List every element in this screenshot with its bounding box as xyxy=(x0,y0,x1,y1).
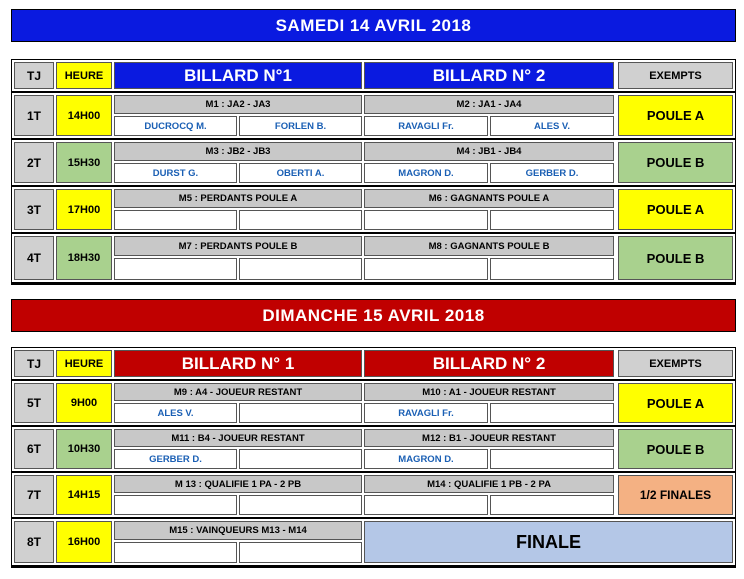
exempt-cell: POULE A xyxy=(618,95,733,136)
tj-cell: 6T xyxy=(14,429,54,469)
match-label: M8 : GAGNANTS POULE B xyxy=(364,236,614,256)
player-cell xyxy=(114,258,237,280)
finale-cell: FINALE xyxy=(364,521,733,563)
player-cell xyxy=(490,403,614,423)
match-label: M4 : JB1 - JB4 xyxy=(364,142,614,161)
heure-header: HEURE xyxy=(56,62,112,89)
tj-cell: 2T xyxy=(14,142,54,183)
heure-cell: 15H30 xyxy=(56,142,112,183)
match-label: M2 : JA1 - JA4 xyxy=(364,95,614,114)
heure-cell: 18H30 xyxy=(56,236,112,280)
player-cell xyxy=(114,542,237,563)
heure-cell: 9H00 xyxy=(56,383,112,423)
exempts-header: EXEMPTS xyxy=(618,62,733,89)
tj-cell: 4T xyxy=(14,236,54,280)
table-row xyxy=(12,381,735,425)
table-row xyxy=(12,473,735,517)
player-cell: ALES V. xyxy=(490,116,614,136)
player-cell xyxy=(364,210,488,230)
exempt-cell: POULE B xyxy=(618,142,733,183)
heure-cell: 14H15 xyxy=(56,475,112,515)
match-label: M3 : JB2 - JB3 xyxy=(114,142,362,161)
tj-cell: 3T xyxy=(14,189,54,230)
heure-cell: 16H00 xyxy=(56,521,112,563)
billard2-header: BILLARD N° 2 xyxy=(364,350,614,377)
player-cell: MAGRON D. xyxy=(364,163,488,183)
player-cell xyxy=(239,495,362,515)
player-cell: GERBER D. xyxy=(114,449,237,469)
match-label: M14 : QUALIFIE 1 PB - 2 PA xyxy=(364,475,614,493)
exempt-cell: POULE A xyxy=(618,383,733,423)
player-cell xyxy=(490,210,614,230)
heure-cell: 10H30 xyxy=(56,429,112,469)
tj-cell: 7T xyxy=(14,475,54,515)
day2-schedule-table xyxy=(11,347,736,568)
match-label: M1 : JA2 - JA3 xyxy=(114,95,362,114)
table-header-row xyxy=(12,348,735,379)
day1-banner: SAMEDI 14 AVRIL 2018 xyxy=(11,9,736,42)
player-cell: DUCROCQ M. xyxy=(114,116,237,136)
player-cell xyxy=(490,449,614,469)
tj-header: TJ xyxy=(14,350,54,377)
player-cell xyxy=(239,258,362,280)
match-label: M15 : VAINQUEURS M13 - M14 xyxy=(114,521,362,540)
tj-cell: 8T xyxy=(14,521,54,563)
match-label: M11 : B4 - JOUEUR RESTANT xyxy=(114,429,362,447)
exempt-cell: POULE B xyxy=(618,236,733,280)
match-label: M7 : PERDANTS POULE B xyxy=(114,236,362,256)
player-cell xyxy=(114,210,237,230)
table-row xyxy=(12,234,735,282)
exempt-cell: 1/2 FINALES xyxy=(618,475,733,515)
exempts-header: EXEMPTS xyxy=(618,350,733,377)
table-header-row xyxy=(12,60,735,91)
player-cell xyxy=(239,403,362,423)
tj-header: TJ xyxy=(14,62,54,89)
tj-cell: 5T xyxy=(14,383,54,423)
player-cell: RAVAGLI Fr. xyxy=(364,403,488,423)
match-label: M 13 : QUALIFIE 1 PA - 2 PB xyxy=(114,475,362,493)
player-cell xyxy=(239,449,362,469)
table-row xyxy=(12,519,735,565)
day1-schedule-table xyxy=(11,59,736,285)
player-cell: ALES V. xyxy=(114,403,237,423)
billard1-header: BILLARD N° 1 xyxy=(114,350,362,377)
match-label: M6 : GAGNANTS POULE A xyxy=(364,189,614,208)
table-row xyxy=(12,427,735,471)
heure-header: HEURE xyxy=(56,350,112,377)
player-cell: FORLEN B. xyxy=(239,116,362,136)
player-cell xyxy=(239,210,362,230)
player-cell: MAGRON D. xyxy=(364,449,488,469)
match-label: M9 : A4 - JOUEUR RESTANT xyxy=(114,383,362,401)
player-cell xyxy=(364,258,488,280)
billard2-header: BILLARD N° 2 xyxy=(364,62,614,89)
player-cell xyxy=(490,495,614,515)
heure-cell: 17H00 xyxy=(56,189,112,230)
player-cell xyxy=(114,495,237,515)
match-label: M5 : PERDANTS POULE A xyxy=(114,189,362,208)
player-cell xyxy=(239,542,362,563)
player-cell: OBERTI A. xyxy=(239,163,362,183)
tj-cell: 1T xyxy=(14,95,54,136)
day2-banner: DIMANCHE 15 AVRIL 2018 xyxy=(11,299,736,332)
player-cell xyxy=(490,258,614,280)
table-row xyxy=(12,140,735,185)
billard1-header: BILLARD N°1 xyxy=(114,62,362,89)
exempt-cell: POULE A xyxy=(618,189,733,230)
player-cell: DURST G. xyxy=(114,163,237,183)
table-row xyxy=(12,187,735,232)
exempt-cell: POULE B xyxy=(618,429,733,469)
match-label: M12 : B1 - JOUEUR RESTANT xyxy=(364,429,614,447)
player-cell xyxy=(364,495,488,515)
player-cell: GERBER D. xyxy=(490,163,614,183)
table-row xyxy=(12,93,735,138)
match-label: M10 : A1 - JOUEUR RESTANT xyxy=(364,383,614,401)
player-cell: RAVAGLI Fr. xyxy=(364,116,488,136)
heure-cell: 14H00 xyxy=(56,95,112,136)
